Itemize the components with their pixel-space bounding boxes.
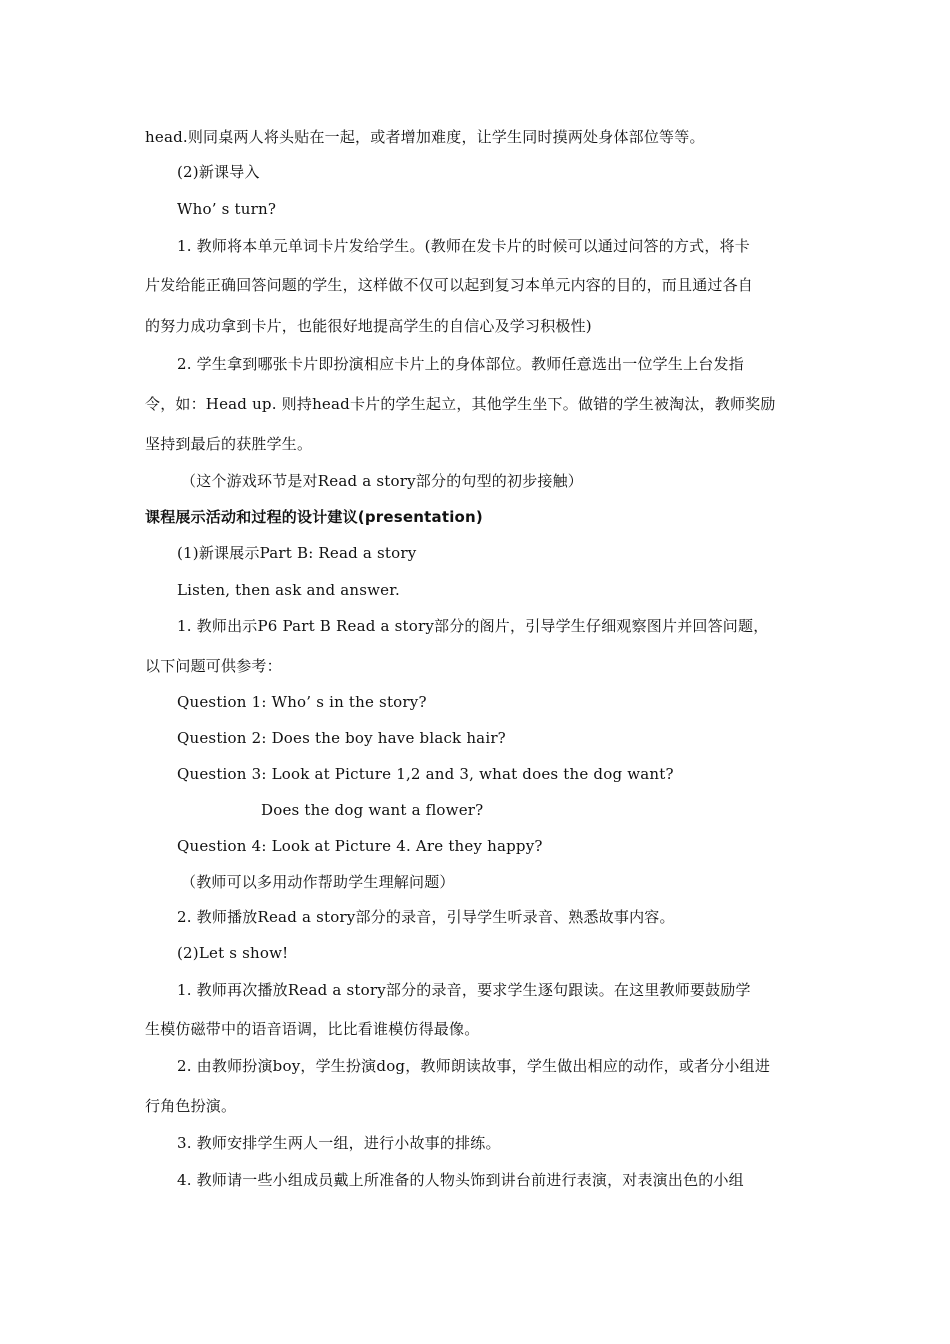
section-subheading: (2)新课导入 xyxy=(177,163,260,181)
text-line: 的努力成功拿到卡片，也能很好地提高学生的自信心及学习积极性) xyxy=(145,317,592,335)
section-subheading: (2)Let s show! xyxy=(177,944,289,962)
text-line: 行角色扮演。 xyxy=(145,1097,237,1115)
text-line: 4. 教师请一些小组成员戴上所准备的人物头饰到讲台前进行表演，对表演出色的小组 xyxy=(177,1171,744,1189)
text-line: 3. 教师安排学生两人一组，进行小故事的排练。 xyxy=(177,1134,501,1152)
text-line: 2. 学生拿到哪张卡片即扮演相应卡片上的身体部位。教师任意选出一位学生上台发指 xyxy=(177,355,744,373)
activity-title: Listen, then ask and answer. xyxy=(177,581,400,599)
activity-title: Who’ s turn? xyxy=(177,200,277,218)
note-line: （教师可以多用动作帮助学生理解问题） xyxy=(181,873,455,891)
text-line: 以下问题可供参考： xyxy=(145,657,282,675)
text-line: head.则同桌两人将头贴在一起，或者增加难度，让学生同时摸两处身体部位等等。 xyxy=(145,128,705,146)
text-line: 片发给能正确回答问题的学生，这样做不仅可以起到复习本单元内容的目的，而且通过各自 xyxy=(145,276,754,294)
question-line: Question 4: Look at Picture 4. Are they happy? xyxy=(177,837,543,855)
question-line: Question 3: Look at Picture 1,2 and 3, what does the dog want? xyxy=(177,765,674,783)
text-line: 1. 教师出示P6 Part B Read a story部分的阁片，引导学生仔细观察图片并回答问题， xyxy=(177,617,769,635)
text-line: 生模仿磁带中的语音语调，比比看谁模仿得最像。 xyxy=(145,1020,480,1038)
question-line: Does the dog want a flower? xyxy=(261,801,484,819)
text-line: 2. 教师播放Read a story部分的录音，引导学生听录音、熟悉故事内容。 xyxy=(177,908,675,926)
section-heading: 课程展示活动和过程的设计建议(presentation) xyxy=(145,508,483,526)
question-line: Question 1: Who’ s in the story? xyxy=(177,693,427,711)
text-line: 1. 教师将本单元单词卡片发给学生。(教师在发卡片的时候可以通过问答的方式，将卡 xyxy=(177,237,750,255)
section-subheading: (1)新课展示Part B: Read a story xyxy=(177,544,417,562)
note-line: （这个游戏环节是对Read a story部分的句型的初步接触） xyxy=(181,472,583,490)
question-line: Question 2: Does the boy have black hair? xyxy=(177,729,506,747)
text-line: 1. 教师再次播放Read a story部分的录音，要求学生逐句跟读。在这里教师要鼓励学 xyxy=(177,981,751,999)
text-line: 坚持到最后的获胜学生。 xyxy=(145,435,313,453)
text-line: 2. 由教师扮演boy，学生扮演dog，教师朗读故事，学生做出相应的动作，或者分小组进 xyxy=(177,1057,771,1075)
text-line: 令，如：Head up. 则持head卡片的学生起立，其他学生坐下。做错的学生被淘汰，教师奖励 xyxy=(145,395,776,413)
